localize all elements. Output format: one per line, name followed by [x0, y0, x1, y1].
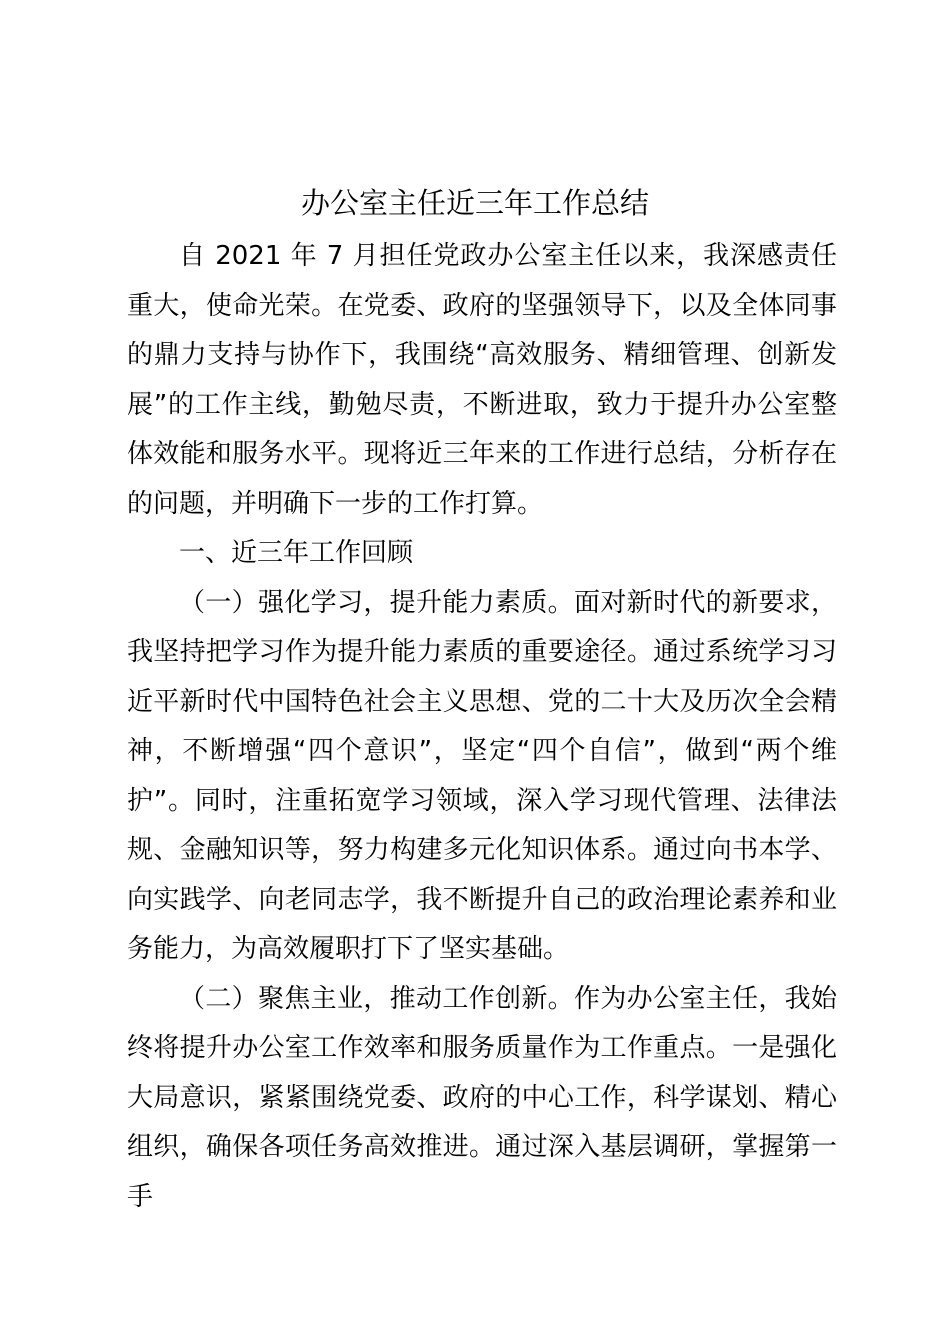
document-title: 办公室主任近三年工作总结 [300, 186, 649, 220]
paragraph-study: （一）强化学习，提升能力素质。面对新时代的新要求，我坚持把学习作为提升能力素质的重要途径。通过系统学习习近平新时代中国特色社会主义思想、党的二十大及历次全会精神，不断增强“四个意识”，坚定“四个自信”，做到“两个维护”。同时，注重拓宽学习领域，深入学习现代管理、法律法规、金融知识等，努力构建多元化知识体系。通过向书本学、向实践学、向老同志学，我不断提升自己的政治理论素养和业务能力，为高效履职打下了坚实基础。 [127, 587, 837, 964]
document-body [127, 232, 837, 1222]
section-heading: 一、近三年工作回顾 [179, 538, 414, 568]
intro-paragraph: 自 2021 年 7 月担任党政办公室主任以来，我深感责任重大，使命光荣。在党委、政府的坚强领导下，以及全体同事的鼎力支持与协作下，我围绕“高效服务、精细管理、创新发展”的工作主线，勤勉尽责，不断进取，致力于提升办公室整体效能和服务水平。现将近三年来的工作进行总结，分析存在的问题，并明确下一步的工作打算。 [127, 241, 837, 519]
paragraph-innovation: （二）聚焦主业，推动工作创新。作为办公室主任，我始终将提升办公室工作效率和服务质量作为工作重点。一是强化大局意识，紧紧围绕党委、政府的中心工作，科学谋划、精心组织，确保各项任务高效推进。通过深入基层调研，掌握第一手 [127, 983, 837, 1212]
